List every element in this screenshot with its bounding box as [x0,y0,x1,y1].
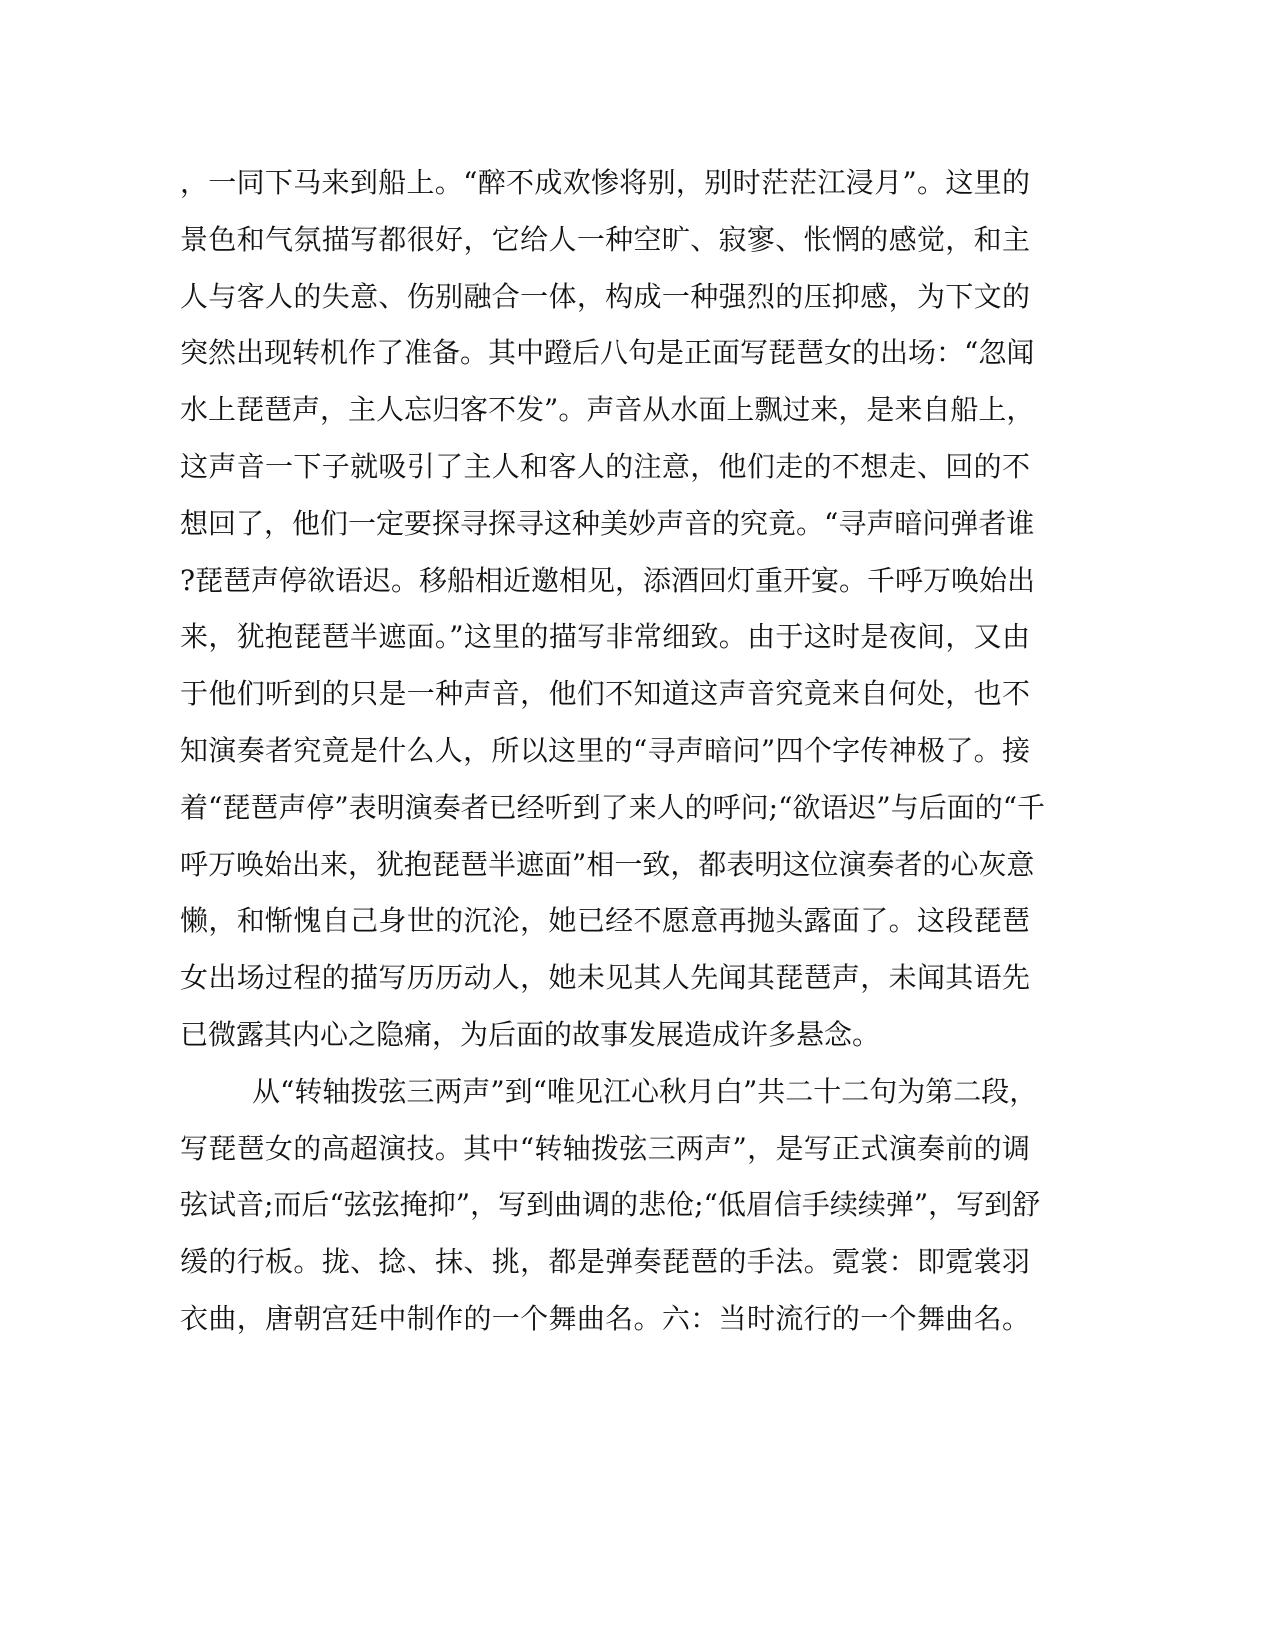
text-line: 弦试音;而后“弦弦掩抑”，写到曲调的悲伧;“低眉信手续续弹”，写到舒 [180,1188,1041,1222]
text-line: 懒，和惭愧自己身世的沉沦，她已经不愿意再抛头露面了。这段琵琶 [180,904,1030,938]
text-line: 女出场过程的描写历历动人，她未见其人先闻其琵琶声，未闻其语先 [180,961,1030,995]
text-line: 想回了，他们一定要探寻探寻这种美妙声音的究竟。“寻声暗问弹者谁 [180,506,1035,540]
paragraph-2 [180,1064,1041,1348]
text-line: ，一同下马来到船上。“醉不成欢惨将别，别时茫茫江浸月”。这里的 [180,166,1030,199]
text-line: 写琵琶女的高超演技。其中“转轴拨弦三两声”，是写正式演奏前的调 [180,1131,1030,1165]
text-line: 从“转轴拨弦三两声”到“唯见江心秋月白”共二十二句为第二段， [252,1074,1038,1108]
text-line: 来，犹抱琵琶半遮面。”这里的描写非常细致。由于这时是夜间，又由 [180,620,1030,654]
body-text [180,155,1046,1348]
text-line: 知演奏者究竟是什么人，所以这里的“寻声暗问”四个字传神极了。接 [180,733,1030,767]
paragraph-1 [180,155,1046,1064]
text-line: 着“琵琶声停”表明演奏者已经听到了来人的呼问;“欲语迟”与后面的“千 [180,790,1046,824]
text-line: 这声音一下子就吸引了主人和客人的注意，他们走的不想走、回的不 [180,449,1030,483]
text-line: 景色和气氛描写都很好，它给人一种空旷、寂寥、怅惘的感觉，和主 [180,222,1030,256]
text-line: 突然出现转机作了准备。其中蹬后八句是正面写琵琶女的出场：“忽闻 [180,336,1035,370]
text-line: 人与客人的失意、伤别融合一体，构成一种强烈的压抑感，为下文的 [180,279,1030,313]
text-line: ?琵琶声停欲语迟。移船相近邀相见，添酒回灯重开宴。千呼万唤始出 [180,563,1036,597]
text-line: 于他们听到的只是一种声音，他们不知道这声音究竟来自何处，也不 [180,677,1030,711]
text-line: 呼万唤始出来，犹抱琵琶半遮面”相一致，都表明这位演奏者的心灰意 [180,847,1035,881]
text-line: 衣曲，唐朝宫廷中制作的一个舞曲名。六：当时流行的一个舞曲名。 [180,1301,1030,1335]
text-line: 缓的行板。拢、捻、抹、挑，都是弹奏琵琶的手法。霓裳：即霓裳羽 [180,1245,1030,1279]
text-line: 水上琵琶声，主人忘归客不发”。声音从水面上飘过来，是来自船上， [180,393,1035,427]
text-line: 已微露其内心之隐痛，为后面的故事发展造成许多悬念。 [180,1017,881,1051]
